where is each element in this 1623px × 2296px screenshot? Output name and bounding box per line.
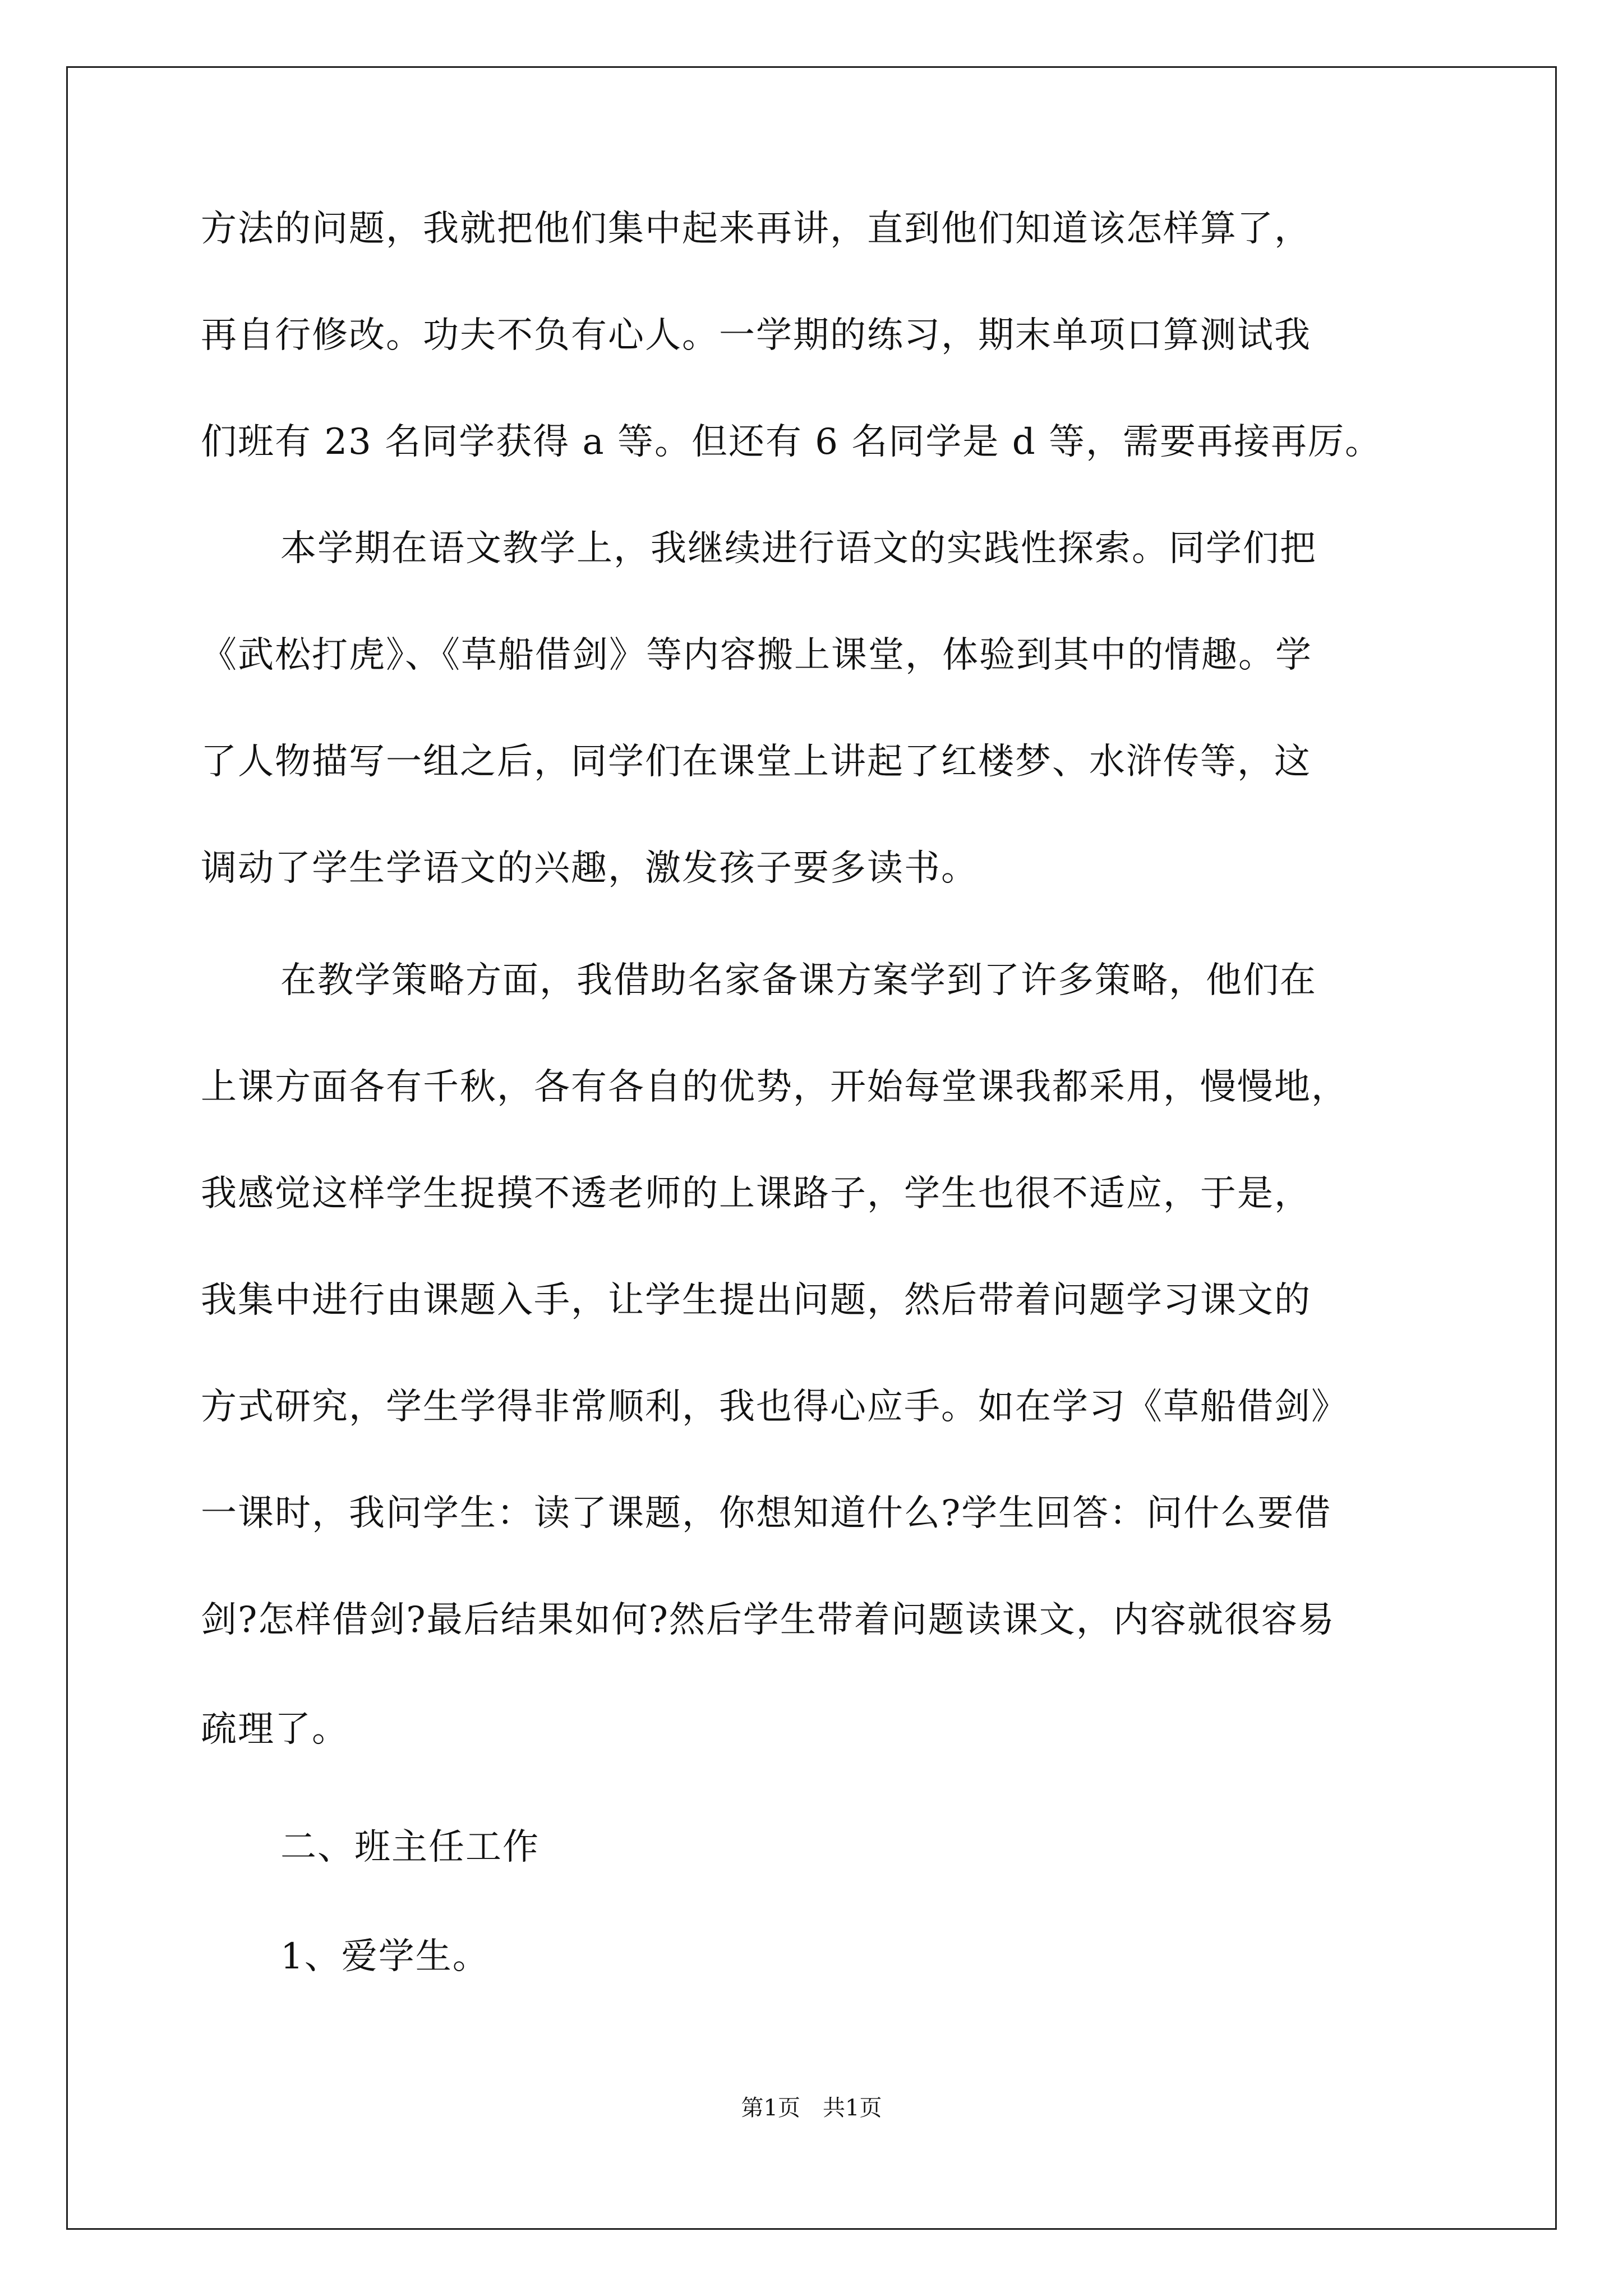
text-line: 疏理了。: [201, 1709, 349, 1750]
text-line: 们班有 23 名同学获得 a 等。但还有 6 名同学是 d 等，需要再接再厉。: [201, 421, 1382, 463]
text-line: 我感觉这样学生捉摸不透老师的上课路子，学生也很不适应，于是，: [201, 1173, 1311, 1214]
subsection-heading: 1、爱学生。: [280, 1936, 490, 1977]
page-border: [66, 66, 1557, 2230]
text-line: 方法的问题，我就把他们集中起来再讲，直到他们知道该怎样算了，: [201, 208, 1311, 250]
text-line: 方式研究，学生学得非常顺利，我也得心应手。如在学习《草船借剑》: [201, 1386, 1348, 1428]
text-line: 再自行修改。功夫不负有心人。一学期的练习，期末单项口算测试我: [201, 315, 1311, 356]
text-line: 我集中进行由课题入手，让学生提出问题，然后带着问题学习课文的: [201, 1280, 1311, 1321]
text-line: 调动了学生学语文的兴趣，激发孩子要多读书。: [201, 848, 978, 889]
text-line: 了人物描写一组之后，同学们在课堂上讲起了红楼梦、水浒传等，这: [201, 741, 1311, 783]
text-line: 本学期在语文教学上，我继续进行语文的实践性探索。同学们把: [280, 528, 1317, 569]
section-heading: 二、班主任工作: [280, 1826, 540, 1868]
text-line: 《武松打虎》、《草船借剑》等内容搬上课堂，体验到其中的情趣。学: [201, 634, 1312, 676]
page-footer: 第1页 共1页: [741, 2095, 882, 2121]
text-line: 在教学策略方面，我借助名家备课方案学到了许多策略，他们在: [280, 960, 1317, 1001]
text-line: 上课方面各有千秋，各有各自的优势，开始每堂课我都采用，慢慢地，: [201, 1066, 1348, 1108]
text-line: 一课时，我问学生：读了课题，你想知道什么?学生回答：问什么要借: [201, 1493, 1332, 1534]
text-line: 剑?怎样借剑?最后结果如何?然后学生带着问题读课文，内容就很容易: [201, 1599, 1335, 1641]
